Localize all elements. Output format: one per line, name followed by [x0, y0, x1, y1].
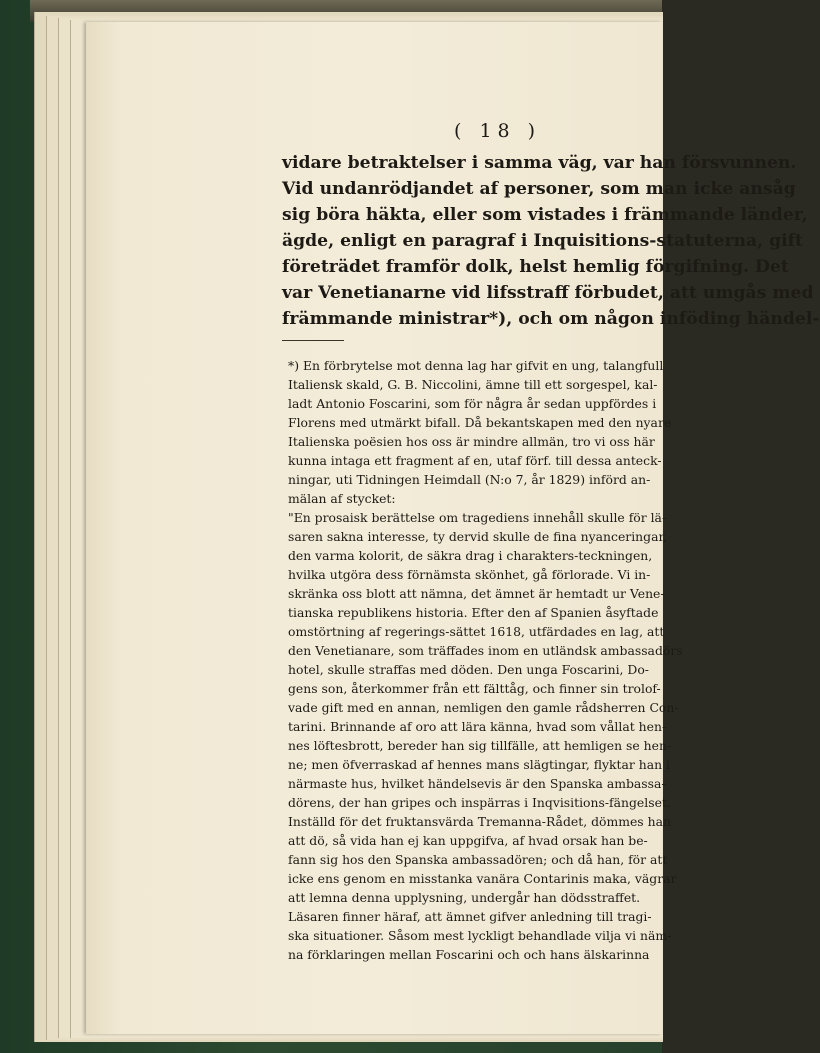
- page-number: ( 18 ): [454, 120, 542, 142]
- footnote-line: vade gift med en annan, nemligen den gamle rådsherren Con-: [288, 700, 679, 715]
- main-line: företrädet framför dolk, helst hemlig förgifning. Det: [282, 257, 789, 277]
- footnote-line: ningar, uti Tidningen Heimdall (N:o 7, år 1829) införd an-: [288, 472, 651, 487]
- main-text: [282, 150, 820, 332]
- footnote-line: saren sakna interesse, ty dervid skulle de fina nyanceringar,: [288, 529, 667, 544]
- footnote-line: nes löftesbrott, bereder han sig tillfälle, att hemligen se hen-: [288, 738, 672, 753]
- main-line: Vid undanrödjandet af personer, som man icke ansåg: [282, 179, 796, 199]
- footnote-line: kunna intaga ett fragment af en, utaf förf. till dessa anteck-: [288, 453, 662, 468]
- footnote-line: dörens, der han gripes och inspärras i Inqvisitions-fängelset.: [288, 795, 671, 810]
- main-line: sig böra häkta, eller som vistades i främmande länder,: [282, 205, 808, 225]
- footnote-line: ladt Antonio Foscarini, som för några år sedan uppfördes i: [288, 396, 657, 411]
- footnote-line: ne; men öfverraskad af hennes mans slägtingar, flyktar han i: [288, 757, 670, 772]
- footnote-line: tarini. Brinnande af oro att lära känna, hvad som vållat hen-: [288, 719, 667, 734]
- footnote-divider: [282, 340, 344, 341]
- footnote-line: att lemna denna upplysning, undergår han dödsstraffet.: [288, 890, 641, 905]
- footnote-line: hotel, skulle straffas med döden. Den unga Foscarini, Do-: [288, 662, 649, 677]
- footnote-intro: [288, 356, 724, 964]
- footnote-line: hvilka utgöra dess förnämsta skönhet, gå förlorade. Vi in-: [288, 567, 651, 582]
- main-line: ägde, enligt en paragraf i Inquisitions-statuterna, gift: [282, 231, 803, 251]
- book-page: [86, 22, 820, 1034]
- footnote-line: Italienska poësien hos oss är mindre allmän, tro vi oss här: [288, 434, 655, 449]
- footnote-line: den Venetianare, som träffades inom en utländsk ambassadörs: [288, 643, 683, 658]
- footnote-line: gens son, återkommer från ett fälttåg, och finner sin trolof-: [288, 681, 661, 696]
- footnote-line: na förklaringen mellan Foscarini och och hans älskarinna: [288, 947, 650, 962]
- footnote-line: Italiensk skald, G. B. Niccolini, ämne till ett sorgespel, kal-: [288, 377, 658, 392]
- footnote-line: icke ens genom en misstanka vanära Contarinis maka, vägrar: [288, 871, 677, 886]
- footnote-line: skränka oss blott att nämna, det ämnet är hemtadt ur Vene-: [288, 586, 665, 601]
- footnote-line: att dö, så vida han ej kan uppgifva, af hvad orsak han be-: [288, 833, 648, 848]
- footnote-line: Florens med utmärkt bifall. Då bekantskapen med den nyare: [288, 415, 672, 430]
- footnote-line: Läsaren finner häraf, att ämnet gifver anledning till tragi-: [288, 909, 652, 924]
- footnote-line: ska situationer. Såsom mest lyckligt behandlade vilja vi näm-: [288, 928, 672, 943]
- footnote-line: *) En förbrytelse mot denna lag har gifvit en ung, talangfull: [288, 358, 664, 373]
- footnote-line: omstörtning af regerings-sättet 1618, utfärdades en lag, att: [288, 624, 665, 639]
- footnote-line: "En prosaisk berättelse om tragediens innehåll skulle för lä-: [288, 510, 667, 525]
- main-line: främmande ministrar*), och om någon inföding händel-: [282, 309, 820, 329]
- main-line: var Venetianarne vid lifsstraff förbudet, att umgås med: [282, 283, 814, 303]
- footnote-line: tianska republikens historia. Efter den af Spanien åsyftade: [288, 605, 659, 620]
- footnote-line: den varma kolorit, de säkra drag i charakters-teckningen,: [288, 548, 653, 563]
- footnote-line: Inställd för det fruktansvärda Tremanna-Rådet, dömmes han: [288, 814, 671, 829]
- main-line: vidare betraktelser i samma väg, var han försvunnen.: [282, 153, 797, 173]
- footnote-line: mälan af stycket:: [288, 491, 396, 506]
- footnote-line: fann sig hos den Spanska ambassadören; och då han, för att: [288, 852, 668, 867]
- footnote-line: närmaste hus, hvilket händelsevis är den Spanska ambassa-: [288, 776, 666, 791]
